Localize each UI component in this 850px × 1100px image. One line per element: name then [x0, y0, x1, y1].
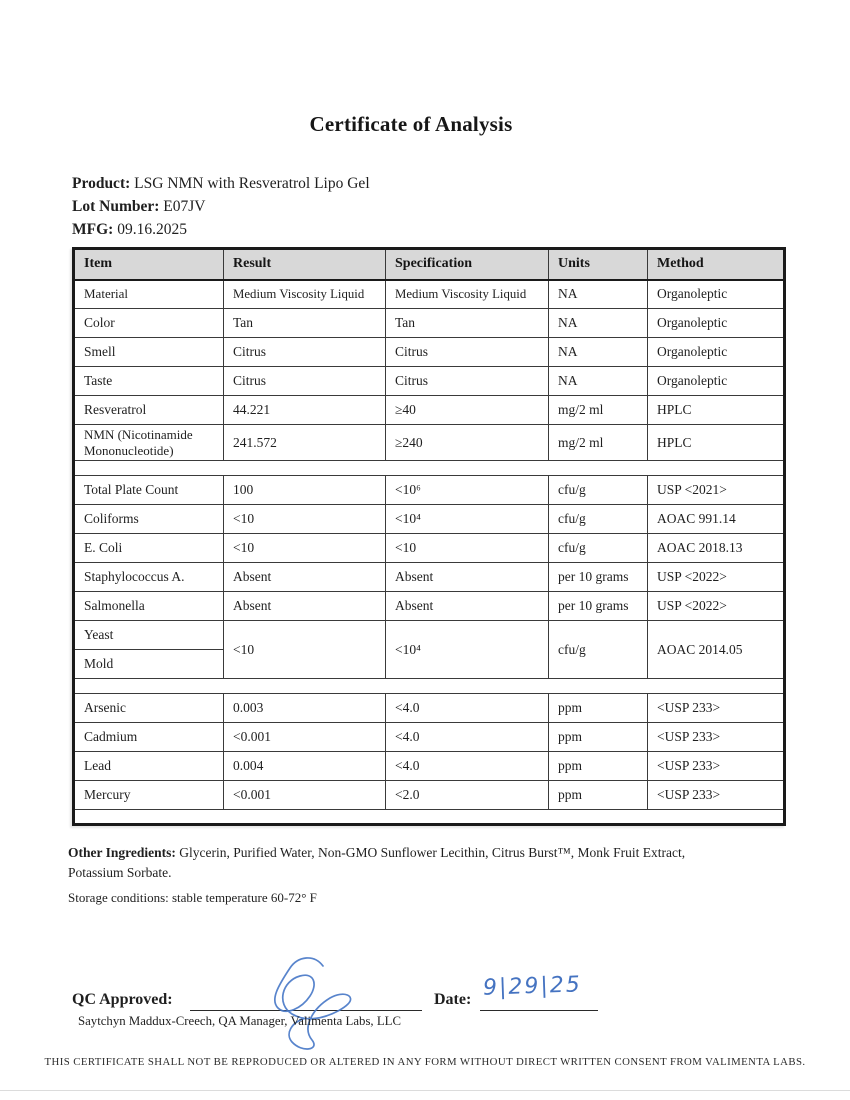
units-cell: mg/2 ml — [549, 396, 648, 425]
section-divider — [74, 679, 785, 694]
item-cell: Smell — [74, 338, 224, 367]
section-divider — [74, 810, 785, 825]
method-cell: <USP 233> — [648, 723, 785, 752]
table-row — [74, 534, 785, 563]
item-cell: Mold — [74, 650, 224, 679]
table-row — [74, 367, 785, 396]
header-method: Method — [648, 249, 785, 280]
units-cell: per 10 grams — [549, 592, 648, 621]
item-cell: Mercury — [74, 781, 224, 810]
signature-ink — [228, 948, 418, 1063]
table-row-yeast — [74, 621, 785, 650]
item-cell: Lead — [74, 752, 224, 781]
item-cell: Staphylococcus A. — [74, 563, 224, 592]
method-cell: USP <2022> — [648, 592, 785, 621]
coa-table — [72, 247, 786, 826]
units-cell: cfu/g — [549, 621, 648, 679]
result-cell: Citrus — [224, 367, 386, 396]
table-row — [74, 396, 785, 425]
method-cell: USP <2022> — [648, 563, 785, 592]
item-cell: Cadmium — [74, 723, 224, 752]
method-cell: AOAC 991.14 — [648, 505, 785, 534]
mfg-value: 09.16.2025 — [117, 221, 187, 238]
other-ingredients-label: Other Ingredients: — [68, 845, 176, 860]
units-cell: per 10 grams — [549, 563, 648, 592]
lot-label: Lot Number: — [72, 198, 160, 215]
table-row — [74, 592, 785, 621]
result-cell: Citrus — [224, 338, 386, 367]
date-label: Date: — [434, 991, 472, 1008]
mfg-line — [72, 218, 370, 241]
method-cell: Organoleptic — [648, 338, 785, 367]
result-cell: <0.001 — [224, 781, 386, 810]
method-cell: AOAC 2018.13 — [648, 534, 785, 563]
header-result: Result — [224, 249, 386, 280]
analysis-table — [72, 247, 786, 826]
spec-cell: <10⁴ — [386, 621, 549, 679]
item-cell: Salmonella — [74, 592, 224, 621]
header-specification: Specification — [386, 249, 549, 280]
spec-cell: Tan — [386, 309, 549, 338]
spec-cell: ≥40 — [386, 396, 549, 425]
table-row — [74, 723, 785, 752]
method-cell: USP <2021> — [648, 476, 785, 505]
lot-line — [72, 195, 370, 218]
page-title: Certificate of Analysis — [309, 112, 513, 136]
method-cell: <USP 233> — [648, 781, 785, 810]
product-value: LSG NMN with Resveratrol Lipo Gel — [134, 175, 370, 192]
table-row — [74, 563, 785, 592]
units-cell: ppm — [549, 781, 648, 810]
table-row — [74, 694, 785, 723]
units-cell: mg/2 ml — [549, 425, 648, 461]
spec-cell: <4.0 — [386, 752, 549, 781]
product-label: Product: — [72, 175, 131, 192]
table-row — [74, 752, 785, 781]
item-cell: Material — [74, 280, 224, 309]
result-cell: Absent — [224, 563, 386, 592]
footer-disclaimer: THIS CERTIFICATE SHALL NOT BE REPRODUCED OR ALTERED IN ANY FORM WITHOUT DIRECT WRITTEN CONSENT FROM VALIMENTA LABS. — [44, 1056, 806, 1068]
spec-cell: Citrus — [386, 338, 549, 367]
result-cell: Tan — [224, 309, 386, 338]
spec-cell: <4.0 — [386, 723, 549, 752]
product-line — [72, 172, 370, 195]
units-cell: NA — [549, 280, 648, 309]
result-cell: <10 — [224, 505, 386, 534]
result-cell: 0.004 — [224, 752, 386, 781]
qc-approved-label: QC Approved: — [72, 991, 173, 1008]
other-ingredients-value: Glycerin, Purified Water, Non-GMO Sunflower Lecithin, Citrus Burst™, Monk Fruit Extract, Potassium Sorbate. — [68, 845, 686, 881]
spec-cell: <4.0 — [386, 694, 549, 723]
table-header-row — [74, 249, 785, 280]
units-cell: cfu/g — [549, 476, 648, 505]
table-row — [74, 338, 785, 367]
spec-cell: <10 — [386, 534, 549, 563]
result-cell: 241.572 — [224, 425, 386, 461]
method-cell: HPLC — [648, 396, 785, 425]
item-cell: Arsenic — [74, 694, 224, 723]
spec-cell: <10⁴ — [386, 505, 549, 534]
spec-cell: Citrus — [386, 367, 549, 396]
method-cell: <USP 233> — [648, 694, 785, 723]
result-cell: Absent — [224, 592, 386, 621]
spec-cell: Absent — [386, 592, 549, 621]
other-ingredients — [68, 843, 728, 884]
method-cell: Organoleptic — [648, 309, 785, 338]
spec-cell: <2.0 — [386, 781, 549, 810]
table-row — [74, 505, 785, 534]
storage-conditions: Storage conditions: stable temperature 60-72° F — [68, 890, 317, 905]
header-item: Item — [74, 249, 224, 280]
result-cell: 0.003 — [224, 694, 386, 723]
scan-edge-line — [0, 1090, 850, 1091]
result-cell: <0.001 — [224, 723, 386, 752]
result-cell: 100 — [224, 476, 386, 505]
item-cell: Color — [74, 309, 224, 338]
units-cell: NA — [549, 338, 648, 367]
item-cell: Taste — [74, 367, 224, 396]
units-cell: ppm — [549, 723, 648, 752]
method-cell: AOAC 2014.05 — [648, 621, 785, 679]
units-cell: ppm — [549, 694, 648, 723]
table-row — [74, 476, 785, 505]
units-cell: NA — [549, 367, 648, 396]
result-cell: <10 — [224, 621, 386, 679]
item-cell: Resveratrol — [74, 396, 224, 425]
spec-cell: Medium Viscosity Liquid — [386, 280, 549, 309]
result-cell: <10 — [224, 534, 386, 563]
table-row — [74, 781, 785, 810]
units-cell: cfu/g — [549, 534, 648, 563]
spec-cell: ≥240 — [386, 425, 549, 461]
method-cell: Organoleptic — [648, 280, 785, 309]
section-divider — [74, 461, 785, 476]
method-cell: <USP 233> — [648, 752, 785, 781]
date-signature-line — [480, 1010, 598, 1011]
item-cell: Yeast — [74, 621, 224, 650]
units-cell: ppm — [549, 752, 648, 781]
method-cell: Organoleptic — [648, 367, 785, 396]
spec-cell: <10⁶ — [386, 476, 549, 505]
table-row — [74, 280, 785, 309]
method-cell: HPLC — [648, 425, 785, 461]
result-cell: 44.221 — [224, 396, 386, 425]
lot-value: E07JV — [163, 198, 206, 215]
item-cell: Coliforms — [74, 505, 224, 534]
spec-cell: Absent — [386, 563, 549, 592]
result-cell: Medium Viscosity Liquid — [224, 280, 386, 309]
units-cell: NA — [549, 309, 648, 338]
product-info — [72, 172, 370, 241]
item-cell: E. Coli — [74, 534, 224, 563]
mfg-label: MFG: — [72, 221, 114, 238]
units-cell: cfu/g — [549, 505, 648, 534]
qa-manager-name: Saytchyn Maddux-Creech, QA Manager, Valimenta Labs, LLC — [78, 1014, 402, 1028]
table-row — [74, 309, 785, 338]
handwritten-date: 9|29|25 — [482, 972, 583, 1001]
item-cell: NMN (Nicotinamide Mononucleotide) — [74, 425, 224, 461]
table-row — [74, 425, 785, 461]
item-cell: Total Plate Count — [74, 476, 224, 505]
header-units: Units — [549, 249, 648, 280]
